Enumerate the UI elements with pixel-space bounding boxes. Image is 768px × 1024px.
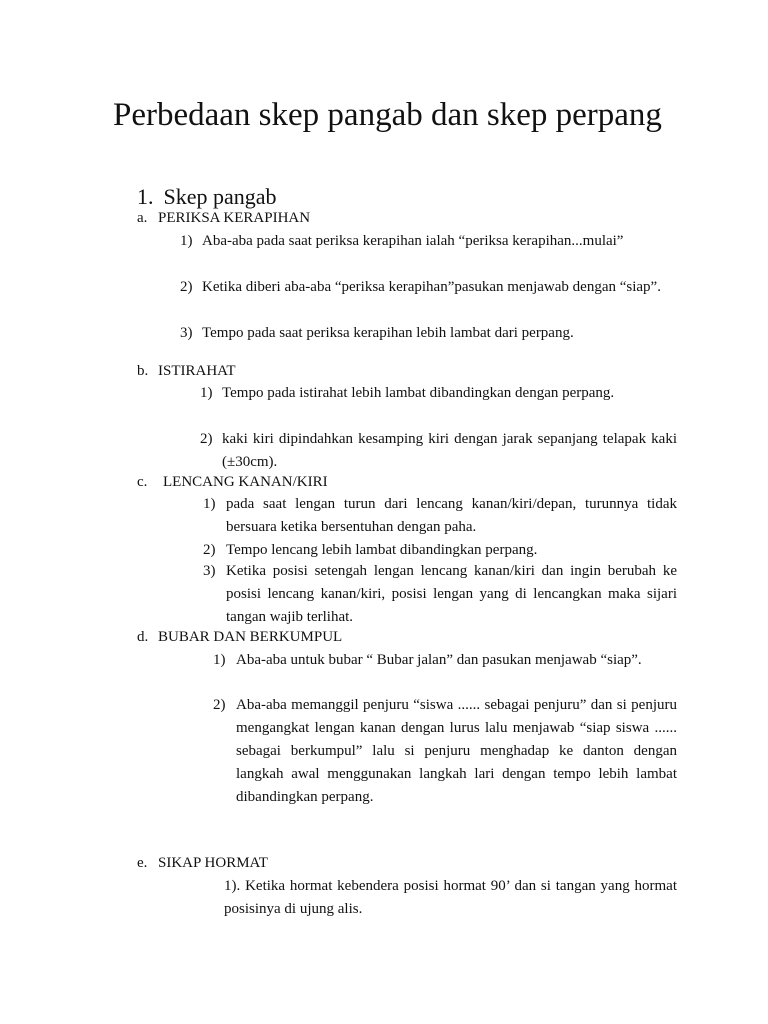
list-item: 1). Ketika hormat kebendera posisi hormat 90’ dan si tangan yang hormat posisinya di ujung alis. [224, 878, 677, 917]
section-number: 1. [137, 184, 154, 209]
section-label: Skep pangab [163, 184, 277, 209]
list-item: 2) kaki kiri dipindahkan kesamping kiri dengan jarak sepanjang telapak kaki (±30cm). [200, 431, 677, 470]
list-item: 2) Tempo lencang lebih lambat dibandingkan perpang. [203, 542, 538, 558]
page-title: Perbedaan skep pangab dan skep perpang [113, 97, 662, 133]
list-item: 1) Aba-aba pada saat periksa kerapihan ialah “periksa kerapihan...mulai” [180, 233, 624, 249]
list-item: 1) Tempo pada istirahat lebih lambat dibandingkan dengan perpang. [200, 385, 615, 401]
section-heading [137, 184, 277, 210]
list-item: 2) Aba-aba memanggil penjuru “siswa ...... sebagai penjuru” dan si penjuru mengangkat lengan kanan dengan lurus lalu menjawab “siap siswa ...... sebagai berkumpul” lalu si penjuru menghadap ke danton dengan langkah awal menggunakan langkah lari dengan tempo lebih lambat dibandingkan perpang. [213, 697, 677, 805]
list-item: 3) Ketika posisi setengah lengan lencang kanan/kiri dan ingin berubah ke posisi lencang kanan/kiri, posisi lengan yang di lencangkan maka sijari tangan wajib terlihat. [203, 563, 677, 625]
list-item: 1) pada saat lengan turun dari lencang kanan/kiri/depan, turunnya tidak bersuara ketika bersentuhan dengan paha. [203, 496, 677, 535]
list-item: 2) Ketika diberi aba-aba “periksa kerapihan”pasukan menjawab dengan “siap”. [180, 279, 661, 295]
list-item: 3) Tempo pada saat periksa kerapihan lebih lambat dari perpang. [180, 325, 574, 341]
subsection-heading-e: e. SIKAP HORMAT [137, 855, 268, 871]
subsection-heading-c: c. LENCANG KANAN/KIRI [137, 474, 328, 490]
list-item: 1) Aba-aba untuk bubar “ Bubar jalan” dan pasukan menjawab “siap”. [213, 652, 642, 668]
subsection-heading-a: a. PERIKSA KERAPIHAN [137, 210, 311, 226]
subsection-heading-b: b. ISTIRAHAT [137, 363, 236, 379]
subsection-heading-d: d. BUBAR DAN BERKUMPUL [137, 629, 343, 645]
